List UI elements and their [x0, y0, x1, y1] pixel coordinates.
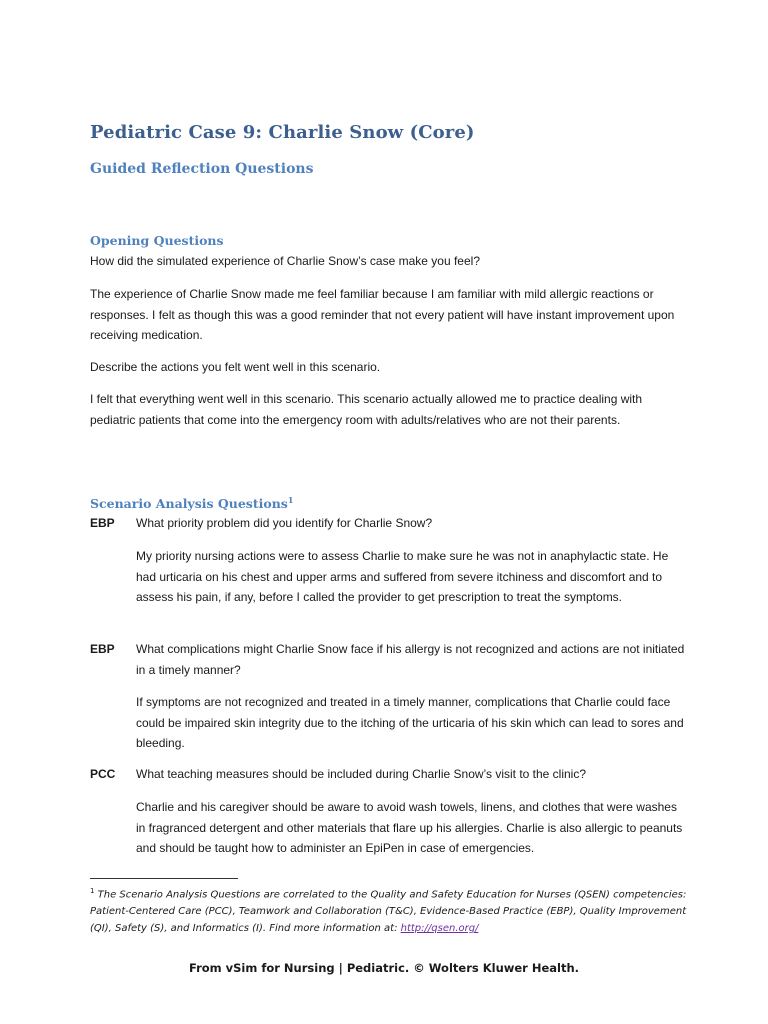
footnote-marker: 1: [90, 887, 95, 895]
analysis-answer-3: Charlie and his caregiver should be aware to avoid wash towels, linens, and clothes that were washes in fragranced detergent and other materials that flare up his allergies. Charlie is also allergic to peanuts and should be taught how to administer an EpiPen in case of emergencies.: [136, 800, 683, 855]
opening-question-1: How did the simulated experience of Charlie Snow’s case make you feel?: [90, 254, 480, 268]
opening-answer-2: I felt that everything went well in this scenario. This scenario actually allowed me to practice dealing with pediatric patients that come into the emergency room with adults/relatives who are not their parents.: [90, 392, 643, 427]
question-text: What teaching measures should be included during Charlie Snow’s visit to the clinic?: [136, 767, 587, 781]
qsen-code: EBP: [90, 642, 115, 656]
opening-answer-1: The experience of Charlie Snow made me feel familiar because I am familiar with mild allergic reactions or responses. I felt as though this was a good reminder that not every patient will have instant improvement upon receiving medication.: [90, 287, 675, 342]
scenario-analysis-heading: [90, 495, 293, 511]
analysis-answer-2: If symptoms are not recognized and treated in a timely manner, complications that Charlie could face could be impaired skin integrity due to the itching of the urticaria of his skin which can lead to sores and bleeding.: [136, 695, 684, 750]
page-title: Pediatric Case 9: Charlie Snow (Core): [90, 122, 475, 143]
opening-questions-heading: Opening Questions: [90, 233, 224, 248]
footnote-separator: [90, 878, 238, 879]
footnote-reference: 1: [287, 495, 294, 505]
opening-question-2: Describe the actions you felt went well in this scenario.: [90, 360, 381, 374]
page-footer: From vSim for Nursing | Pediatric. © Wolters Kluwer Health.: [188, 961, 580, 975]
question-text: What complications might Charlie Snow face if his allergy is not recognized and actions are not initiated in a timely manner?: [136, 642, 685, 677]
footnote-text: The Scenario Analysis Questions are correlated to the Quality and Safety Education for Nurses (QSEN) competencies: Patient-Centered Care (PCC), Teamwork and Collaboration (T&C), Evidence-Based Practice (EBP), Quality Improvement (QI), Safety (S), and Informatics (I). Find more information at:: [90, 889, 687, 934]
footnote: [90, 883, 690, 938]
qsen-code: EBP: [90, 516, 115, 530]
scenario-analysis-heading-text: Scenario Analysis Questions: [90, 496, 288, 512]
qsen-link[interactable]: http://qsen.org/: [400, 922, 479, 934]
analysis-answer-1: My priority nursing actions were to assess Charlie to make sure he was not in anaphylactic state. He had urticaria on his chest and upper arms and suffered from severe itchiness and discomfort and to assess his pain, if any, before I called the provider to get prescription to treat the symptoms.: [136, 549, 669, 604]
page-subtitle: Guided Reflection Questions: [90, 161, 314, 177]
qsen-code: PCC: [90, 767, 116, 781]
question-text: What priority problem did you identify for Charlie Snow?: [136, 516, 433, 530]
